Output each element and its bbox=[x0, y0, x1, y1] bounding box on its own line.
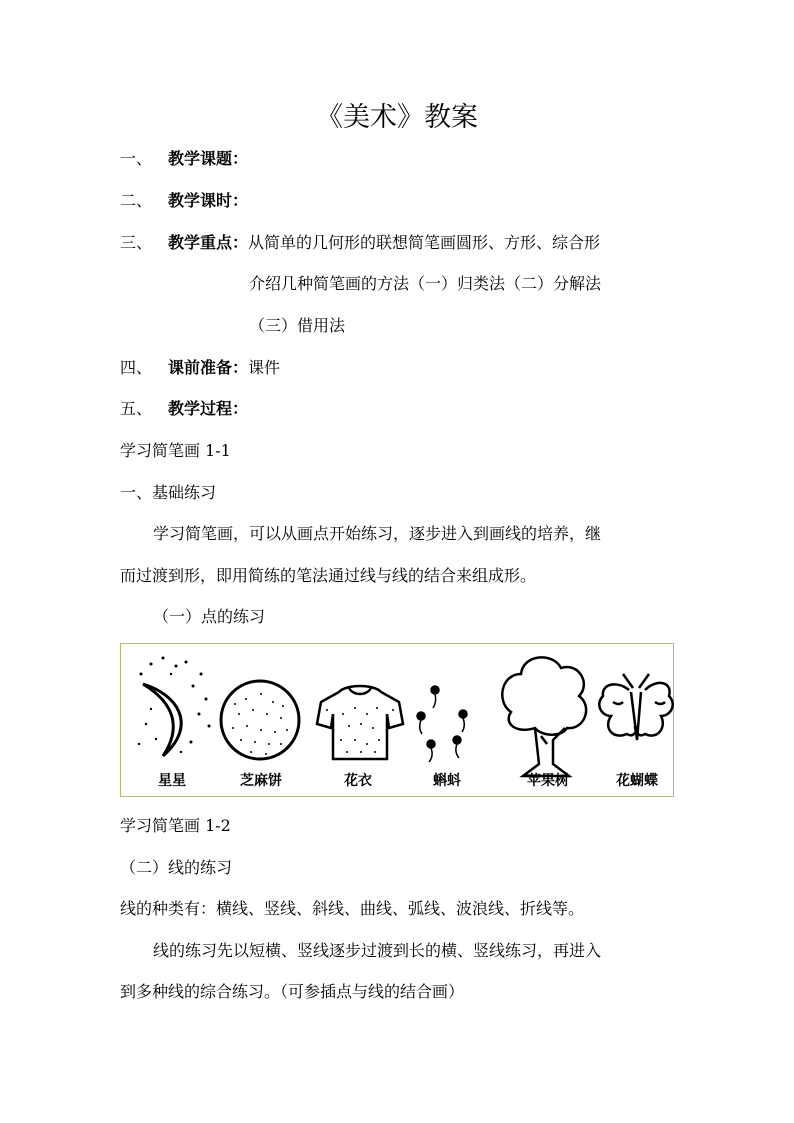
caption-apple-tree: 苹果树 bbox=[527, 773, 569, 789]
focus-continuation-2: （三）借用法 bbox=[249, 316, 346, 335]
section-4-row bbox=[168, 357, 280, 379]
sesame-cake-drawing bbox=[221, 681, 299, 759]
section-4-label: 课前准备： bbox=[168, 358, 249, 377]
section-2 bbox=[120, 190, 152, 212]
flowered-shirt-drawing bbox=[317, 686, 403, 759]
line-types-text: 线的种类有：横线、竖线、斜线、曲线、弧线、波浪线、折线等。 bbox=[120, 899, 585, 918]
section-5 bbox=[120, 398, 152, 420]
lesson-heading-2: 学习简笔画 1-2 bbox=[120, 816, 231, 835]
section-3-row bbox=[168, 232, 600, 254]
basic-paragraph-line-1: 学习简笔画，可以从画点开始练习，逐步进入到画线的培养，继 bbox=[153, 524, 602, 543]
section-3-text: 从简单的几何形的联想简笔画圆形、方形、综合形 bbox=[248, 233, 601, 252]
section-number: 二、 bbox=[120, 191, 153, 210]
apple-tree-drawing bbox=[502, 657, 586, 776]
dot-practice-illustration bbox=[120, 643, 674, 797]
caption-flowered-shirt: 花衣 bbox=[344, 773, 372, 789]
section-number: 一、 bbox=[120, 149, 153, 168]
section-4-text: 课件 bbox=[248, 358, 281, 377]
section-number: 四、 bbox=[120, 358, 153, 377]
illustration-drawings bbox=[121, 644, 675, 798]
focus-continuation-1: 介绍几种简笔画的方法（一）归类法（二）分解法 bbox=[249, 274, 602, 293]
line-paragraph-line-1: 线的练习先以短横、竖线逐步过渡到长的横、竖线练习，再进入 bbox=[153, 941, 602, 960]
section-2-label: 教学课时： bbox=[168, 191, 249, 210]
section-number: 五、 bbox=[120, 399, 153, 418]
section-3 bbox=[120, 232, 152, 254]
caption-tadpole: 蝌蚪 bbox=[433, 773, 461, 789]
dot-practice-heading: （一）点的练习 bbox=[153, 607, 266, 626]
caption-star: 星星 bbox=[158, 773, 186, 789]
section-3-label: 教学重点： bbox=[168, 233, 249, 252]
line-paragraph-line-2: 到多种线的综合练习。（可参插点与线的结合画） bbox=[120, 982, 465, 1001]
tadpoles-drawing bbox=[417, 686, 467, 762]
crescent-moon-drawing bbox=[138, 657, 211, 757]
line-practice-heading: （二）线的练习 bbox=[120, 858, 233, 877]
lesson-heading-1: 学习简笔画 1-1 bbox=[120, 441, 231, 460]
butterfly-drawing bbox=[599, 674, 672, 740]
page-title: 《美术》教案 bbox=[316, 102, 478, 133]
section-1-label: 教学课题： bbox=[168, 149, 249, 168]
section-1 bbox=[120, 148, 152, 170]
section-5-label: 教学过程： bbox=[168, 399, 249, 418]
basic-paragraph-line-2: 而过渡到形，即用简练的笔法通过线与线的结合来组成形。 bbox=[120, 566, 537, 585]
caption-butterfly: 花蝴蝶 bbox=[616, 773, 658, 789]
section-4 bbox=[120, 357, 152, 379]
basic-practice-heading: 一、基础练习 bbox=[120, 483, 217, 502]
section-number: 三、 bbox=[120, 233, 153, 252]
caption-sesame-cake: 芝麻饼 bbox=[240, 773, 282, 789]
